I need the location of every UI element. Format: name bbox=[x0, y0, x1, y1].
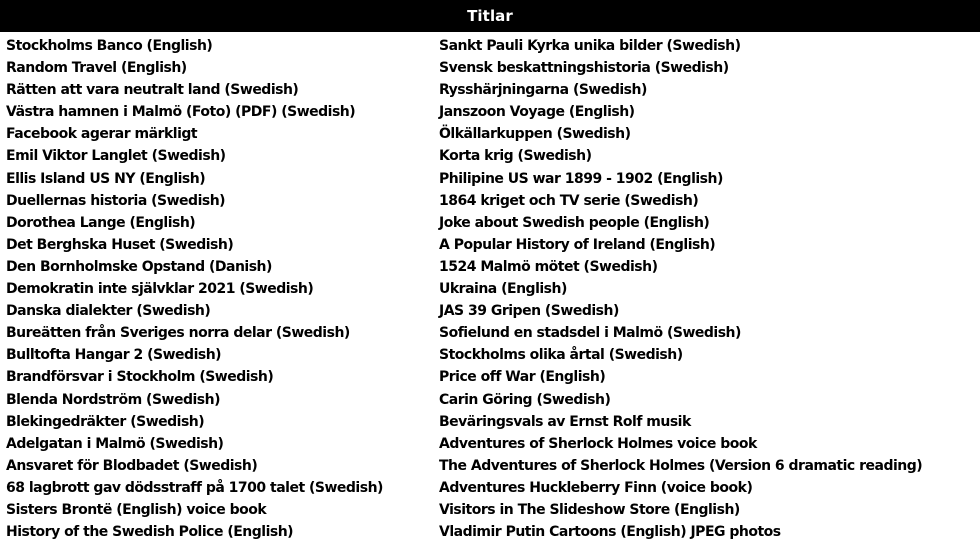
page-title: Titlar bbox=[467, 7, 513, 25]
title-item[interactable]: Adventures Huckleberry Finn (voice book) bbox=[439, 479, 753, 496]
title-item[interactable]: Facebook agerar märkligt bbox=[6, 126, 198, 143]
title-item[interactable]: Den Bornholmske Opstand (Danish) bbox=[6, 258, 272, 275]
title-item[interactable]: Ölkällarkuppen (Swedish) bbox=[439, 126, 631, 143]
title-item[interactable]: Bulltofta Hangar 2 (Swedish) bbox=[6, 347, 222, 364]
title-item[interactable]: Ellis Island US NY (English) bbox=[6, 170, 206, 187]
title-item[interactable]: Korta krig (Swedish) bbox=[439, 148, 592, 165]
title-item[interactable]: Bureätten från Sveriges norra delar (Swedish) bbox=[6, 325, 350, 342]
title-item[interactable]: Västra hamnen i Malmö (Foto) (PDF) (Swedish) bbox=[6, 104, 356, 121]
title-item[interactable]: Visitors in The Slideshow Store (English) bbox=[439, 501, 740, 518]
title-item[interactable]: Blenda Nordström (Swedish) bbox=[6, 391, 220, 408]
title-item[interactable]: 1524 Malmö mötet (Swedish) bbox=[439, 258, 658, 275]
title-list-left bbox=[6, 35, 426, 543]
title-item[interactable]: Sofielund en stadsdel i Malmö (Swedish) bbox=[439, 325, 741, 342]
title-item[interactable]: Emil Viktor Langlet (Swedish) bbox=[6, 148, 226, 165]
title-item[interactable]: Sankt Pauli Kyrka unika bilder (Swedish) bbox=[439, 38, 741, 54]
title-item[interactable]: Ansvaret för Blodbadet (Swedish) bbox=[6, 457, 258, 474]
title-item[interactable]: Random Travel (English) bbox=[6, 60, 187, 77]
title-item[interactable]: Vladimir Putin Cartoons (English) JPEG photos bbox=[439, 524, 781, 541]
title-item[interactable]: Brandförsvar i Stockholm (Swedish) bbox=[6, 369, 274, 386]
title-list-right bbox=[439, 35, 979, 543]
title-item[interactable]: The Adventures of Sherlock Holmes (Version 6 dramatic reading) bbox=[439, 457, 923, 474]
title-item[interactable]: Demokratin inte självklar 2021 (Swedish) bbox=[6, 281, 314, 298]
header-bar bbox=[0, 0, 980, 32]
title-item[interactable]: Price off War (English) bbox=[439, 369, 606, 386]
title-item[interactable]: Stockholms olika årtal (Swedish) bbox=[439, 347, 683, 364]
title-item[interactable]: Sisters Brontë (English) voice book bbox=[6, 501, 267, 518]
title-item[interactable]: 1864 kriget och TV serie (Swedish) bbox=[439, 192, 699, 209]
title-item[interactable]: Adelgatan i Malmö (Swedish) bbox=[6, 435, 224, 452]
title-item[interactable]: Joke about Swedish people (English) bbox=[439, 214, 710, 231]
title-item[interactable]: A Popular History of Ireland (English) bbox=[439, 236, 716, 253]
title-item[interactable]: Philipine US war 1899 - 1902 (English) bbox=[439, 170, 723, 187]
title-item[interactable]: Danska dialekter (Swedish) bbox=[6, 303, 211, 320]
title-item[interactable]: Stockholms Banco (English) bbox=[6, 38, 213, 54]
title-item[interactable]: Janszoon Voyage (English) bbox=[439, 104, 635, 121]
title-item[interactable]: JAS 39 Gripen (Swedish) bbox=[439, 303, 619, 320]
title-item[interactable]: Svensk beskattningshistoria (Swedish) bbox=[439, 60, 729, 77]
title-item[interactable]: History of the Swedish Police (English) bbox=[6, 524, 294, 541]
title-item[interactable]: Adventures of Sherlock Holmes voice book bbox=[439, 435, 757, 452]
title-item[interactable]: Dorothea Lange (English) bbox=[6, 214, 196, 231]
title-item[interactable]: Blekingedräkter (Swedish) bbox=[6, 413, 205, 430]
title-item[interactable]: Carin Göring (Swedish) bbox=[439, 391, 611, 408]
title-item[interactable]: Rätten att vara neutralt land (Swedish) bbox=[6, 82, 299, 99]
title-item[interactable]: Rysshärjningarna (Swedish) bbox=[439, 82, 647, 99]
title-item[interactable]: Det Berghska Huset (Swedish) bbox=[6, 236, 234, 253]
title-item[interactable]: Beväringsvals av Ernst Rolf musik bbox=[439, 413, 691, 430]
title-item[interactable]: Duellernas historia (Swedish) bbox=[6, 192, 226, 209]
title-item[interactable]: 68 lagbrott gav dödsstraff på 1700 talet (Swedish) bbox=[6, 479, 383, 496]
title-item[interactable]: Ukraina (English) bbox=[439, 281, 567, 298]
